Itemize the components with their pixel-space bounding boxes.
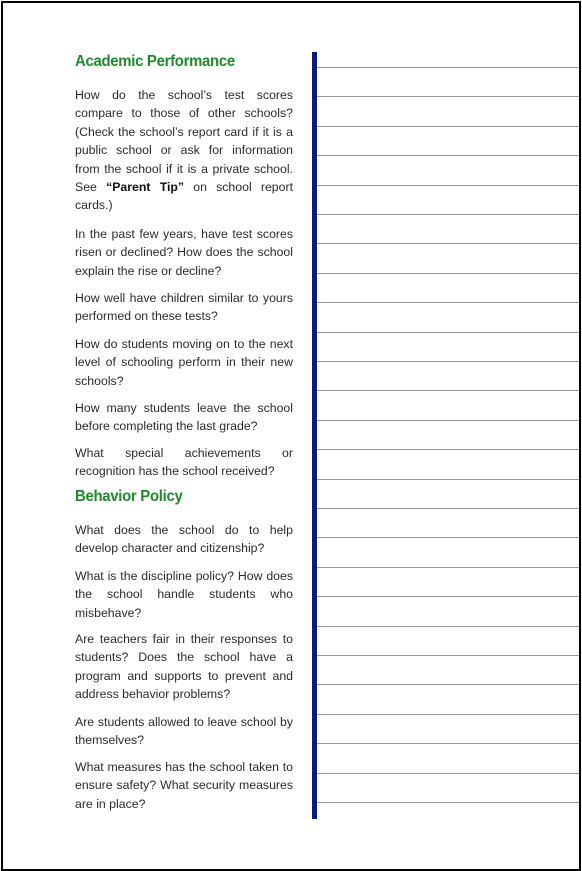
note-rule-line [317,714,579,715]
behavior-question-discipline: What is the discipline policy? How does the school handle students who misbehave? [75,569,293,620]
behavior-question-teacher-fairness: Are teachers fair in their responses to students? Does the school have a program and supports to prevent and address behavior problems? [75,632,293,702]
note-rule-line [317,743,579,744]
academic-question-achievements: What special achievements or recognition has the school received? [75,446,293,479]
notes-lines-area[interactable] [317,3,579,869]
note-rule-line [317,684,579,685]
academic-question-similar-children: How well have children similar to yours performed on these tests? [75,291,293,324]
note-rule-line [317,449,579,450]
academic-question-score-trend: In the past few years, have test scores risen or declined? How does the school explain the rise or decline? [75,227,293,278]
note-rule-line [317,214,579,215]
academic-question-next-level: How do students moving on to the next level of schooling perform in their new schools? [75,337,293,388]
academic-performance-heading: Academic Performance [75,53,235,70]
note-rule-line [317,596,579,597]
note-rule-line [317,537,579,538]
note-rule-line [317,155,579,156]
academic-q1-text-end: on school report cards.) [75,180,293,213]
note-rule-line [317,67,579,68]
document-page [1,1,581,871]
note-rule-line [317,420,579,421]
behavior-question-leave-alone: Are students allowed to leave school by themselves? [75,715,293,748]
academic-question-leave-school: How many students leave the school before completing the last grade? [75,401,293,434]
note-rule-line [317,508,579,509]
parent-tip-reference: “Parent Tip” [106,180,185,195]
behavior-question-character: What does the school do to help develop character and citizenship? [75,523,293,556]
note-rule-line [317,243,579,244]
note-rule-line [317,185,579,186]
note-rule-line [317,773,579,774]
note-rule-line [317,332,579,333]
note-rule-line [317,96,579,97]
note-rule-line [317,126,579,127]
note-rule-line [317,567,579,568]
academic-question-test-scores [75,86,293,215]
behavior-policy-heading: Behavior Policy [75,488,183,505]
note-rule-line [317,361,579,362]
note-rule-line [317,479,579,480]
note-rule-line [317,802,579,803]
note-rule-line [317,626,579,627]
note-rule-line [317,655,579,656]
note-rule-line [317,302,579,303]
behavior-question-safety: What measures has the school taken to ensure safety? What security measures are in place? [75,760,293,811]
academic-q1-text: How do the school’s test scores compare to those of other schools? (Check the school’s report card if it is a public school or ask for information from the school if it is a private school. See [75,88,293,195]
note-rule-line [317,390,579,391]
note-rule-line [317,273,579,274]
